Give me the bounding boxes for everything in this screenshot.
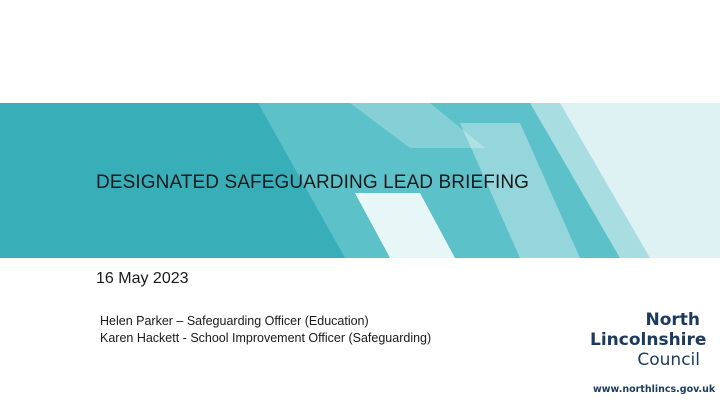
slide-title: DESIGNATED SAFEGUARDING LEAD BRIEFING (96, 172, 530, 193)
logo-line-north: North (645, 310, 700, 330)
logo-line-lincolnshire: Lincolnshire (590, 330, 707, 350)
logo-line-council: Council (637, 350, 700, 370)
presenter-line: Helen Parker – Safeguarding Officer (Education) (100, 314, 369, 328)
presenter-line: Karen Hackett - School Improvement Officer (Safeguarding) (100, 330, 432, 345)
council-logo (590, 310, 715, 395)
council-website: www.northlincs.gov.uk (593, 384, 716, 395)
presenter-list (100, 313, 431, 346)
slide-date: 16 May 2023 (96, 270, 189, 287)
